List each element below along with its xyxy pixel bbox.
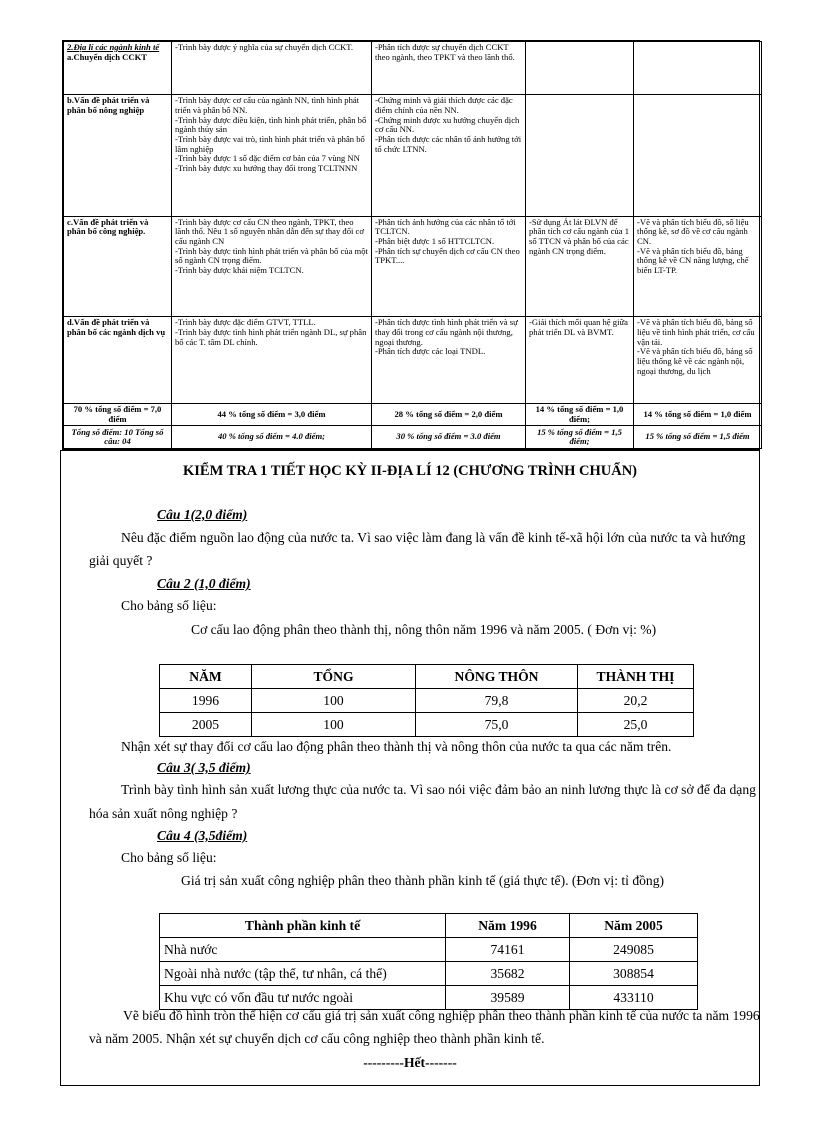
q4-intro: Cho bảng số liệu: — [121, 850, 217, 865]
matrix-topic-cell — [64, 42, 172, 95]
end-marker: ---------Hết------- — [363, 1055, 457, 1070]
matrix-summary-cell: 40 % tổng số điểm = 4.0 điểm; — [172, 426, 372, 449]
q3-heading: Câu 3( 3,5 điểm) — [157, 760, 251, 775]
q4-heading: Câu 4 (3,5điểm) — [157, 828, 248, 843]
matrix-item: -Trình bày được đặc điểm GTVT, TTLL. — [175, 317, 316, 328]
matrix-item: -Vẽ và phân tích biểu đồ, số liệu thống kê, sơ đồ về cơ cấu ngành CN. — [637, 216, 749, 246]
q1-heading: Câu 1(2,0 điểm) — [157, 507, 248, 522]
q4-caption: Giá trị sản xuất công nghiệp phân theo thành phần kinh tế (giá thực tế). (Đơn vị: tỉ đồng) — [181, 873, 665, 888]
matrix-cell-apply-high — [634, 317, 762, 403]
matrix-cell-know — [172, 42, 372, 95]
matrix-cell-apply — [526, 216, 634, 317]
matrix-summary-cell: 15 % tổng số điểm = 1,5 điểm — [634, 426, 762, 449]
exam-title: KIỂM TRA 1 TIẾT HỌC KỲ II-ĐỊA LÍ 12 (CHƯƠNG TRÌNH CHUẨN) — [183, 463, 637, 479]
matrix-item: -Trình bày được 1 số đặc điểm cơ bản của 7 vùng NN — [175, 153, 360, 164]
table-cell: Nhà nước — [160, 938, 446, 962]
matrix-item: -Phân tích được sự chuyển dịch CCKT theo ngành, theo TPKT và theo lãnh thổ. — [375, 42, 515, 62]
table-row — [160, 689, 694, 713]
matrix-topic-cell — [64, 317, 172, 403]
matrix-item: -Giải thích mối quan hệ giữa phát triển DL và BVMT. — [529, 317, 628, 338]
matrix-item: -Phân tích được các loại TNDL. — [375, 346, 486, 357]
matrix-row — [64, 42, 762, 95]
matrix-cell-apply — [526, 95, 634, 216]
q1-text-line2: giải quyết ? — [89, 553, 153, 568]
matrix-summary-cell: Tổng số điểm: 10 Tổng số câu: 04 — [64, 426, 172, 449]
table-header-cell: THÀNH THỊ — [578, 665, 694, 689]
matrix-item: -Sử dụng Át lát ĐLVN để phân tích cơ cấu ngành của 1 số TTCN và phân bố của các ngành CN trọng điểm. — [529, 216, 629, 256]
table-cell: Khu vực có vốn đầu tư nước ngoài — [160, 986, 446, 1010]
matrix-item: -Trình bày được tình hình phát triển ngành DL, sự phân bố các T. tâm DL chính. — [175, 327, 367, 347]
matrix-item: -Phân biệt được 1 số HTTCLTCN. — [375, 235, 495, 246]
matrix-table — [62, 40, 760, 450]
matrix-cell-apply-high — [634, 42, 762, 95]
matrix-item: -Trình bày được điều kiện, tình hình phát triển, phân bố ngành thủy sản — [175, 114, 367, 135]
matrix-summary-cell: 28 % tổng số điểm = 2,0 điểm — [372, 403, 526, 426]
table-row — [160, 962, 698, 986]
matrix-topic-cell — [64, 95, 172, 216]
q2-task: Nhận xét sự thay đổi cơ cấu lao động phân theo thành thị và nông thôn của nước ta qua các năm trên. — [121, 739, 672, 754]
matrix-cell-apply — [526, 42, 634, 95]
table-cell: 35682 — [446, 962, 570, 986]
q2-caption: Cơ cấu lao động phân theo thành thị, nông thôn năm 1996 và năm 2005. ( Đơn vị: %) — [191, 622, 657, 637]
table-cell: 39589 — [446, 986, 570, 1010]
table-cell: 2005 — [160, 713, 252, 737]
table-row — [160, 713, 694, 737]
q3-text-line1: Trình bày tình hình sản xuất lương thực của nước ta. Vì sao nói việc đảm bảo an ninh lương thực là cơ sở để đa dạng — [121, 782, 756, 797]
matrix-item: -Trình bày được ý nghĩa của sự chuyển dịch CCKT. — [175, 42, 354, 52]
matrix-summary-cell: 70 % tổng số điểm = 7,0 điểm — [64, 403, 172, 426]
matrix-cell-understand — [372, 317, 526, 403]
matrix-item: -Phân tích sự chuyển dịch cơ cấu CN theo TPKT.... — [375, 245, 520, 266]
matrix-item: -Vẽ và phân tích biểu đồ, bảng số liệu thống kê về các ngành nội, ngoại thương, du lịch — [637, 346, 753, 376]
matrix-cell-understand — [372, 216, 526, 317]
table-cell: 75,0 — [416, 713, 578, 737]
matrix-summary-cell: 15 % tổng số điểm = 1,5 điểm; — [526, 426, 634, 449]
matrix-item: -Vẽ và phân tích biểu đồ, bảng thống kê về CN năng lượng, chế biến LT-TP. — [637, 245, 749, 275]
table-row — [160, 938, 698, 962]
table-cell: 74161 — [446, 938, 570, 962]
matrix-topic-cell — [64, 216, 172, 317]
q4-text-line1: Vẽ biểu đồ hình tròn thể hiện cơ cấu giá trị sản xuất công nghiệp phân theo thành phần kinh tế của nước ta năm 1996 — [123, 1008, 760, 1023]
matrix-cell-apply — [526, 317, 634, 403]
table-header-cell: Thành phần kinh tế — [160, 914, 446, 938]
matrix-summary-cell: 44 % tổng số điểm = 3,0 điểm — [172, 403, 372, 426]
matrix-item: -Chứng minh và giải thích được các đặc điểm chính của nền NN. — [375, 95, 513, 116]
table-cell: 249085 — [570, 938, 698, 962]
table-cell: 25,0 — [578, 713, 694, 737]
matrix-cell-know — [172, 95, 372, 216]
matrix-cell-understand — [372, 42, 526, 95]
q4-text-line2: và năm 2005. Nhận xét sự chuyển dịch cơ cấu công nghiệp theo thành phần kinh tế. — [89, 1031, 545, 1046]
matrix-topic: c.Vấn đề phát triển và phân bố công nghiệp. — [67, 216, 149, 237]
matrix-item: -Phân tích được tình hình phát triển và sự thay đổi trong cơ cấu ngành nội thương, ngoại thương. — [375, 317, 518, 347]
matrix-item: -Trình bày được tình hình phát triển và phân bố của một số ngành CN trọng điểm. — [175, 245, 368, 266]
matrix-item: -Trình bày được khái niệm TCLTCN. — [175, 264, 304, 275]
matrix-item: -Phân tích ảnh hưởng của các nhân tố tới TCLTCN. — [375, 216, 516, 237]
matrix-item: -Phân tích được các nhân tố ảnh hưởng tới tổ chức LTNN. — [375, 133, 522, 154]
table-cell: 1996 — [160, 689, 252, 713]
q4-data-table — [159, 913, 698, 1010]
q2-heading: Câu 2 (1,0 điểm) — [157, 576, 251, 591]
table-cell: 308854 — [570, 962, 698, 986]
q2-data-table — [159, 664, 694, 737]
table-header-row — [160, 914, 698, 938]
matrix-cell-know — [172, 317, 372, 403]
matrix-cell-apply-high — [634, 95, 762, 216]
matrix-cell-apply-high — [634, 216, 762, 317]
matrix-row — [64, 216, 762, 317]
q3-text-line2: hóa sản xuất nông nghiệp ? — [89, 806, 238, 821]
table-header-cell: NĂM — [160, 665, 252, 689]
q2-intro: Cho bảng số liệu: — [121, 598, 217, 613]
table-header-cell: Năm 2005 — [570, 914, 698, 938]
matrix-item: -Trình bày được xu hướng thay đổi trong TCLTNNN — [175, 162, 358, 173]
table-cell: Ngoài nhà nước (tập thể, tư nhân, cá thể) — [160, 962, 446, 986]
matrix-cell-understand — [372, 95, 526, 216]
matrix-row — [64, 95, 762, 216]
matrix-topic: d.Vấn đề phát triển và phân bố các ngành dịch vụ — [67, 317, 166, 338]
matrix-item: -Trình bày được cơ cấu CN theo ngành, TPKT, theo lãnh thổ. Nêu 1 số nguyên nhân dẫn đến sự thay đổi cơ cấu ngành CN — [175, 216, 364, 246]
table-row — [160, 986, 698, 1010]
table-cell: 100 — [252, 713, 416, 737]
matrix-topic: b.Vấn đề phát triển và phân bố nông nghiệp — [67, 95, 150, 116]
table-header-cell: TỔNG — [252, 665, 416, 689]
matrix-summary-cell: 14 % tổng số điểm = 1,0 điểm — [634, 403, 762, 426]
matrix-section-title: 2.Địa lí các ngành kinh tế — [67, 42, 160, 52]
table-cell: 433110 — [570, 986, 698, 1010]
table-cell: 100 — [252, 689, 416, 713]
table-header-cell: Năm 1996 — [446, 914, 570, 938]
matrix-topic: a.Chuyển dịch CCKT — [67, 51, 147, 62]
table-header-cell: NÔNG THÔN — [416, 665, 578, 689]
matrix-cell-know — [172, 216, 372, 317]
matrix-item: -Trình bày được vai trò, tình hình phát triển và phân bố lâm nghiệp — [175, 133, 365, 154]
exam-sheet — [60, 450, 760, 1086]
matrix-summary-cell: 14 % tổng số điểm = 1,0 điểm; — [526, 403, 634, 426]
matrix-summary-row — [64, 403, 762, 426]
matrix-summary-row — [64, 426, 762, 449]
table-header-row — [160, 665, 694, 689]
table-cell: 20,2 — [578, 689, 694, 713]
matrix-item: -Vẽ và phân tích biểu đồ, bảng số liệu về tình hình phát triển, cơ cấu vận tải. — [637, 317, 755, 347]
matrix-row — [64, 317, 762, 403]
q1-text-line1: Nêu đặc điểm nguồn lao động của nước ta. Vì sao việc làm đang là vấn đề kinh tế-xã hội lớn của nước ta và hướng — [121, 530, 746, 545]
table-cell: 79,8 — [416, 689, 578, 713]
matrix-item: -Trình bày được cơ cấu của ngành NN, tình hình phát triển và phân bố NN. — [175, 95, 360, 116]
matrix-summary-cell: 30 % tổng số điểm = 3.0 điểm — [372, 426, 526, 449]
matrix-item: -Chứng minh được xu hướng chuyển dịch cơ cấu NN. — [375, 114, 520, 135]
